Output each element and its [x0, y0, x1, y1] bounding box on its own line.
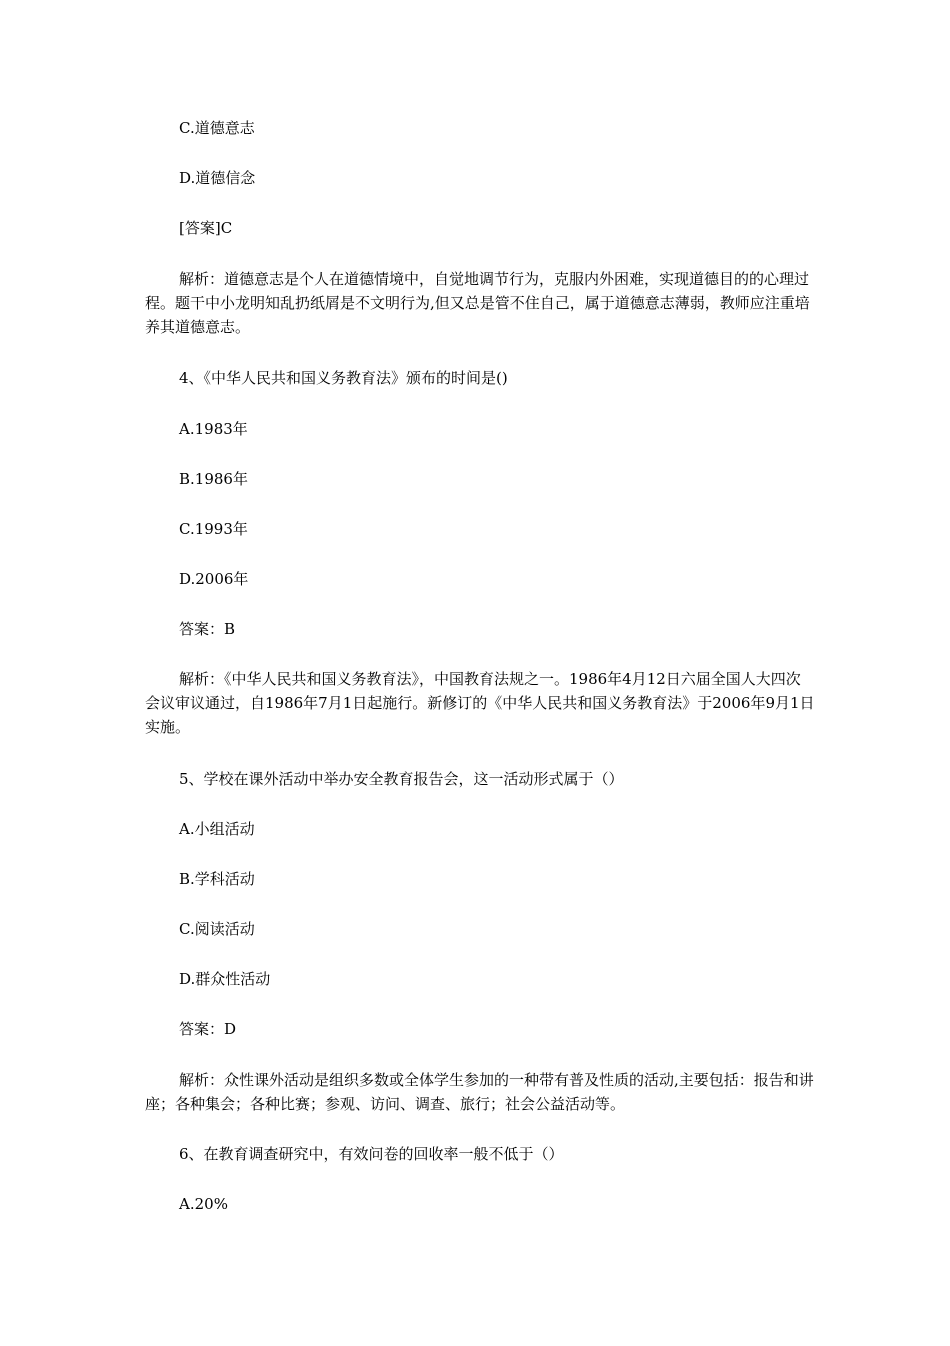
q5-question: 5、学校在课外活动中举办安全教育报告会，这一活动形式属于（） — [179, 770, 624, 788]
q3-explanation: 解析：道德意志是个人在道德情境中，自觉地调节行为，克服内外困难，实现道德目的的心理过程。题干中小龙明知乱扔纸屑是不文明行为,但又总是管不住自己，属于道德意志薄弱，教师应注重培养其道德意志。 — [145, 270, 810, 336]
q4-question: 4、《中华人民共和国义务教育法》颁布的时间是() — [179, 369, 508, 387]
q5-option-a: A.小组活动 — [179, 820, 255, 838]
q5-option-c: C.阅读活动 — [179, 920, 255, 938]
q4-option-a: A.1983年 — [179, 420, 248, 438]
q3-option-c: C.道德意志 — [179, 119, 255, 137]
q4-option-c: C.1993年 — [179, 520, 248, 538]
q6-option-a: A.20% — [179, 1195, 228, 1213]
q4-option-b: B.1986年 — [179, 470, 248, 488]
q4-option-d: D.2006年 — [179, 570, 249, 588]
q5-option-d: D.群众性活动 — [179, 970, 271, 988]
q5-option-b: B.学科活动 — [179, 870, 255, 888]
q4-answer: 答案：B — [179, 620, 236, 638]
q3-answer: [答案]C — [179, 219, 233, 237]
q6-question: 6、在教育调查研究中，有效问卷的回收率一般不低于（） — [179, 1145, 564, 1163]
q5-answer: 答案：D — [179, 1020, 237, 1038]
q5-explanation: 解析：众性课外活动是组织多数或全体学生参加的一种带有普及性质的活动,主要包括：报告和讲座；各种集会；各种比赛；参观、访问、调查、旅行；社会公益活动等。 — [145, 1071, 814, 1113]
q3-option-d: D.道德信念 — [179, 169, 256, 187]
q4-explanation: 解析：《中华人民共和国义务教育法》，中国教育法规之一。1986年4月12日六届全国人大四次会议审议通过，自1986年7月1日起施行。新修订的《中华人民共和国义务教育法》于2006年9月1日实施。 — [145, 670, 815, 736]
